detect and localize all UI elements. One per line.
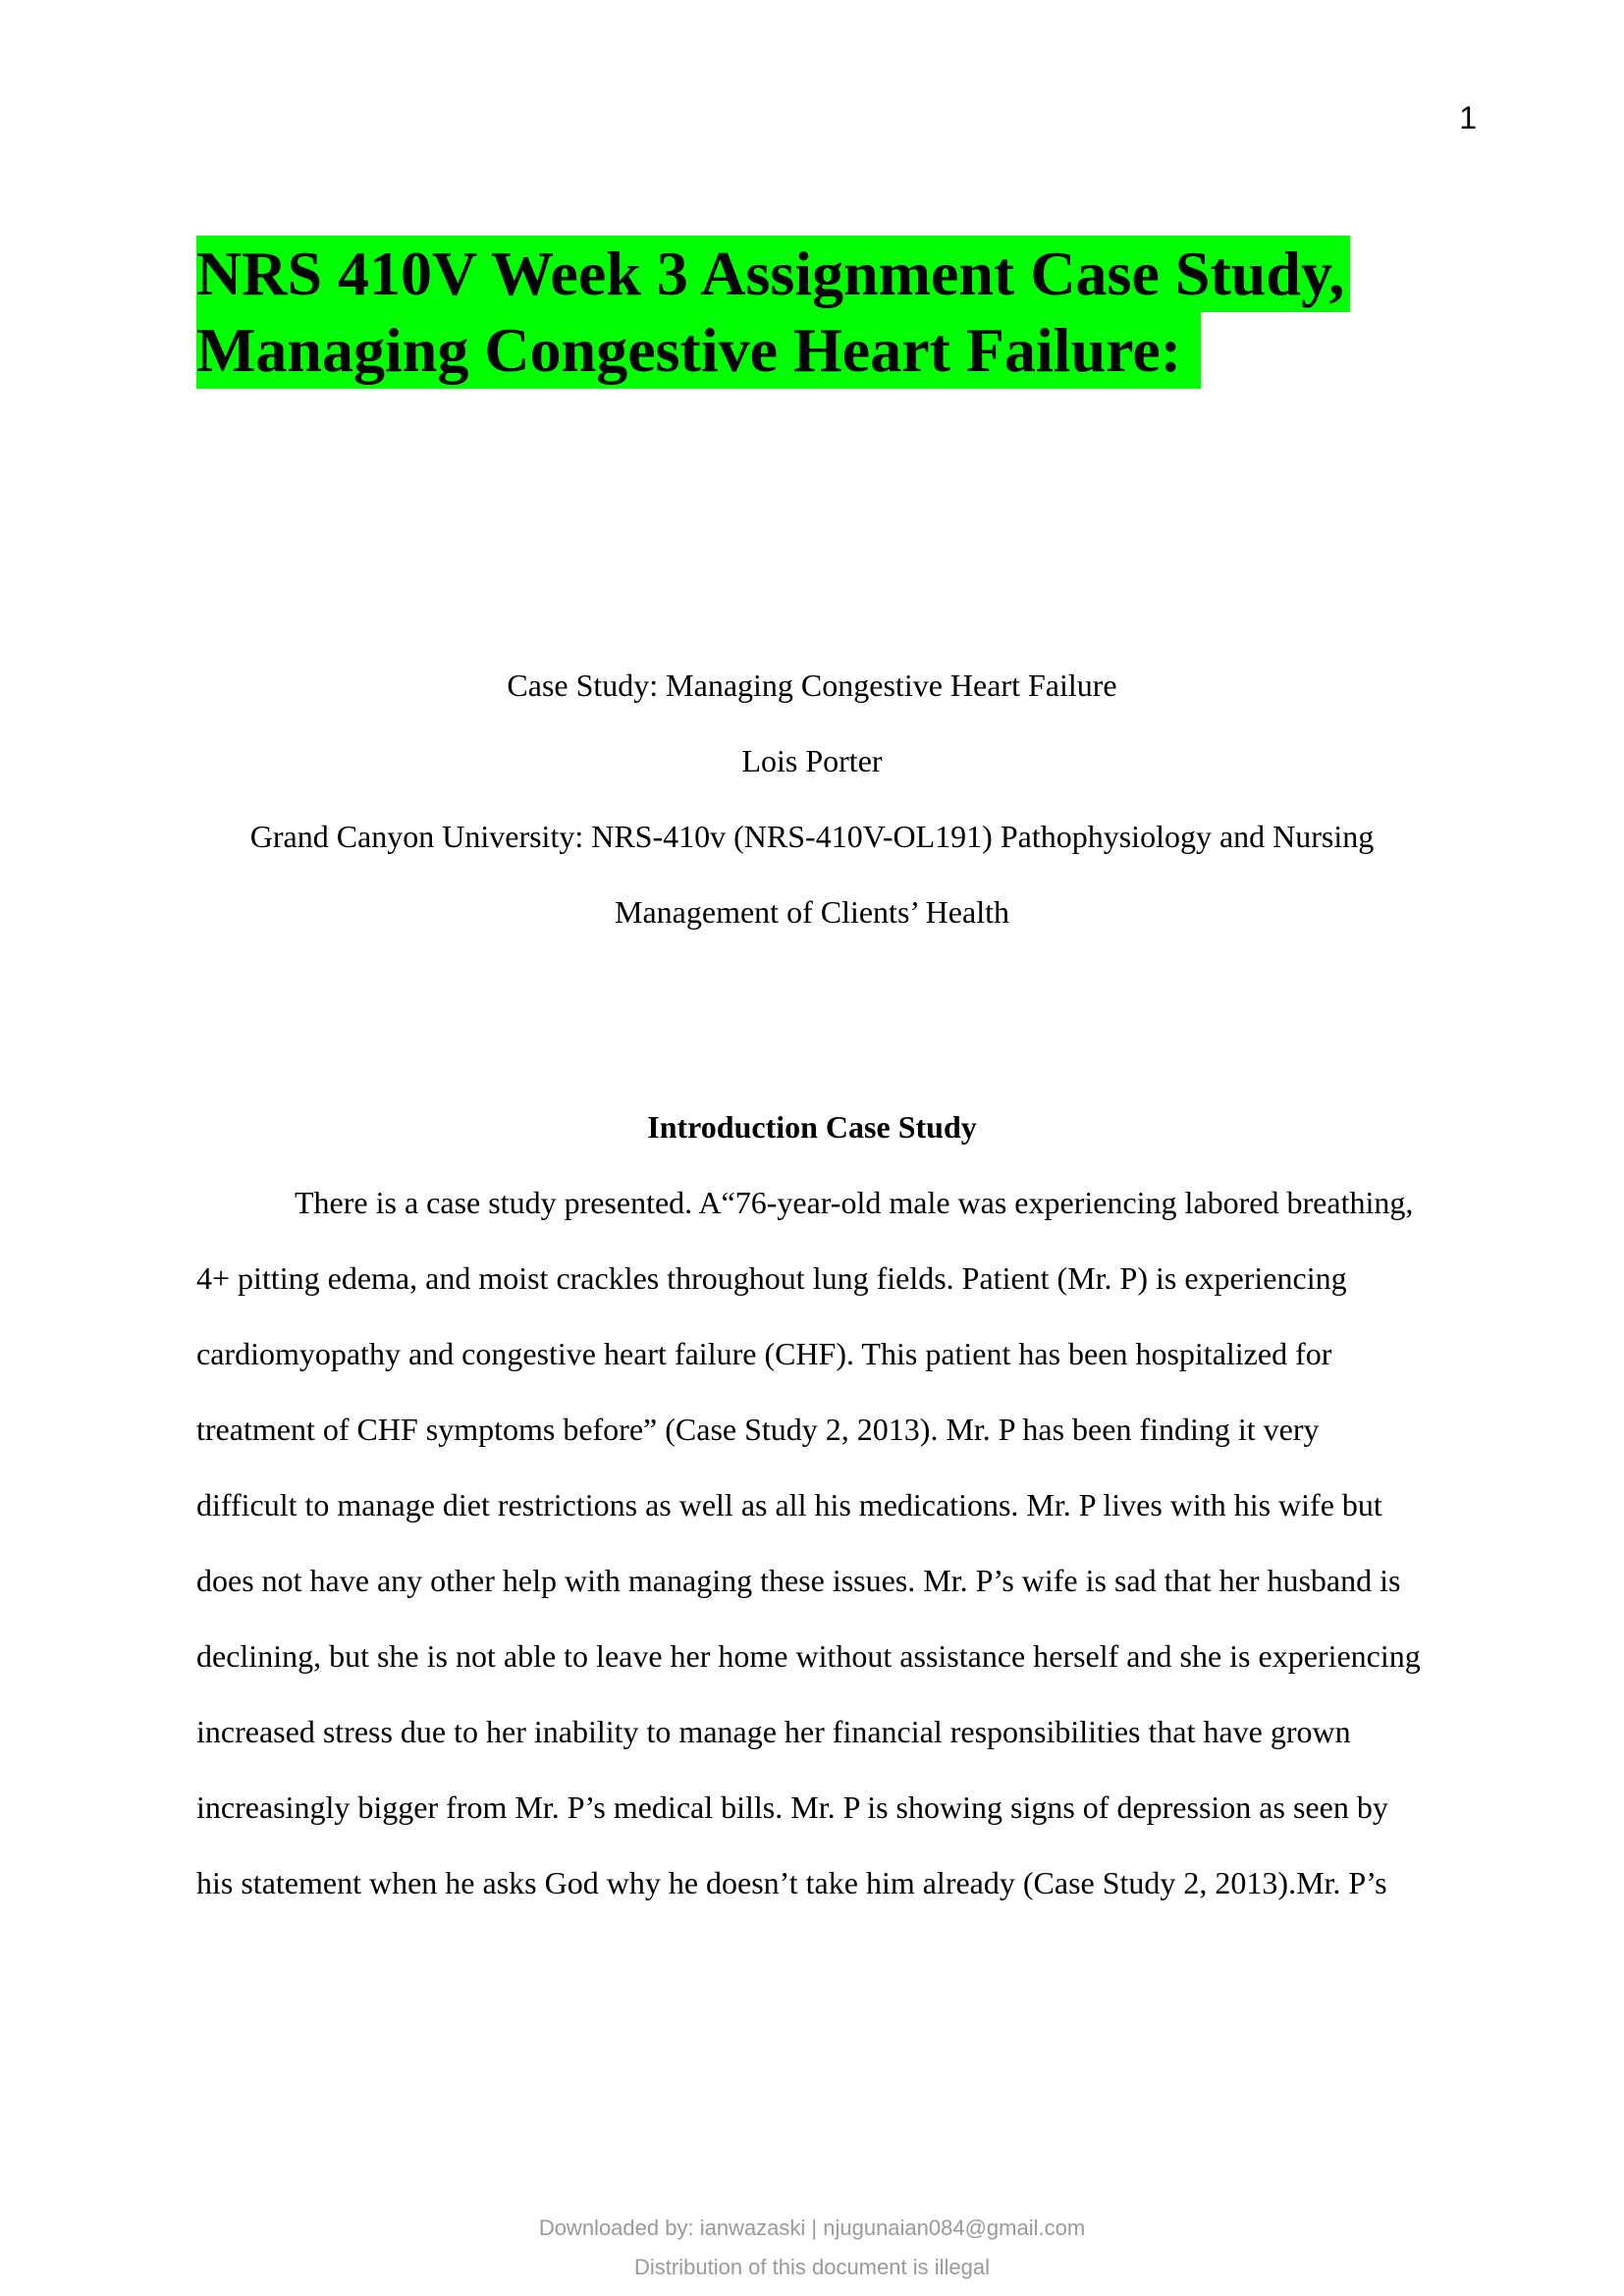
paper-title: Case Study: Managing Congestive Heart Failure <box>507 667 1117 703</box>
paragraph-line: increased stress due to her inability to manage her financial responsibilities that have grown <box>196 1714 1351 1749</box>
paragraph-line: cardiomyopathy and congestive heart failure (CHF). This patient has been hospitalized for <box>196 1336 1332 1371</box>
section-heading: Introduction Case Study <box>647 1109 977 1145</box>
document-title <box>196 236 1404 389</box>
paragraph-line: increasingly bigger from Mr. P’s medical bills. Mr. P is showing signs of depression as seen by <box>196 1789 1388 1825</box>
institution-line-1: Grand Canyon University: NRS-410v (NRS-410V-OL191) Pathophysiology and Nursing <box>249 819 1375 854</box>
paragraph-line: his statement when he asks God why he doesn’t take him already (Case Study 2, 2013).Mr. P’s <box>196 1865 1387 1900</box>
institution-line-2: Management of Clients’ Health <box>615 894 1009 930</box>
page-number: 1 <box>1459 100 1477 135</box>
paragraph-line: does not have any other help with managing these issues. Mr. P’s wife is sad that her husband is <box>196 1563 1401 1598</box>
title-line-1: NRS 410V Week 3 Assignment Case Study, <box>196 236 1350 312</box>
cover-block <box>0 648 1624 950</box>
paragraph-line: 4+ pitting edema, and moist crackles throughout lung fields. Patient (Mr. P) is experiencing <box>196 1260 1347 1296</box>
paragraph-line: There is a case study presented. A“76-year-old male was experiencing labored breathing, <box>295 1185 1414 1220</box>
title-line-2: Managing Congestive Heart Failure: <box>196 312 1201 389</box>
paragraph-line: difficult to manage diet restrictions as well as all his medications. Mr. P lives with his wife but <box>196 1487 1382 1522</box>
paragraph-line: treatment of CHF symptoms before” (Case Study 2, 2013). Mr. P has been finding it very <box>196 1412 1320 1447</box>
download-footer <box>0 2209 1624 2287</box>
author-name: Lois Porter <box>741 743 883 778</box>
distribution-notice: Distribution of this document is illegal <box>634 2255 990 2279</box>
downloaded-by-text: Downloaded by: ianwazaski | njugunaian084@gmail.com <box>538 2216 1086 2240</box>
body-paragraph <box>196 1165 1492 1921</box>
paragraph-line: declining, but she is not able to leave her home without assistance herself and she is experiencing <box>196 1638 1421 1674</box>
